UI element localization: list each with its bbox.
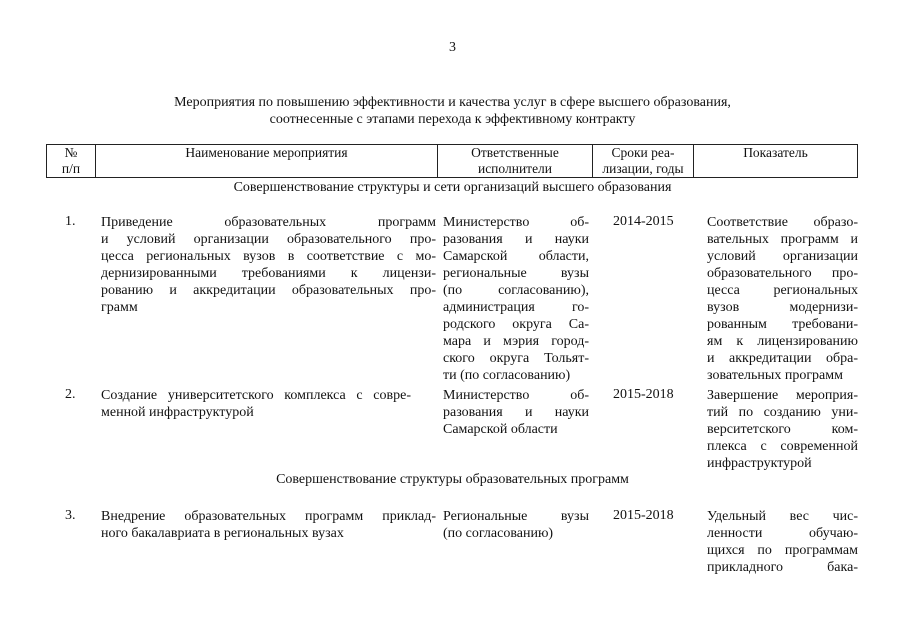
section-title-1: Совершенствование структуры и сети организаций высшего образования: [233, 180, 672, 195]
header-number-l1: №: [64, 145, 78, 160]
row-1-resp-line: мара и мэрия город-: [443, 334, 589, 349]
row-3-number: 3.: [65, 508, 76, 523]
row-1-resp-line: администрация го-: [443, 300, 589, 315]
row-3-responsible: [443, 508, 589, 542]
row-1-indicator: [707, 214, 858, 384]
row-1-responsible: [443, 214, 589, 384]
row-3-name-line: Внедрение образовательных программ приклад-: [101, 509, 436, 524]
row-2-ind-line: верситетского ком-: [707, 422, 858, 437]
header-name: Наименование мероприятия: [185, 145, 348, 160]
header-indicator-cell: [694, 145, 858, 178]
row-1-resp-line: Министерство об-: [443, 215, 589, 230]
row-1-name-line: дернизированными требованиями к лицензи-: [101, 266, 436, 281]
page-number: 3: [449, 40, 456, 55]
row-2-resp-line: Министерство об-: [443, 388, 589, 403]
row-1-ind-line: ям к лицензированию: [707, 334, 858, 349]
header-responsible-cell: [438, 145, 593, 178]
header-term-l2: лизации, годы: [602, 161, 684, 176]
row-3-name-line: ного бакалавриата в региональных вузах: [101, 526, 344, 541]
header-indicator: Показатель: [743, 145, 808, 160]
row-2-name: [101, 387, 411, 421]
row-2-ind-line: тий по созданию уни-: [707, 405, 858, 420]
row-1-resp-line: (по согласованию),: [443, 283, 589, 298]
row-1-name-line: цесса региональных вузов в соответствие с мо-: [101, 249, 436, 264]
row-2-resp-line: Самарской области: [443, 422, 558, 437]
row-3-years: 2015-2018: [613, 508, 674, 523]
row-3-indicator: [707, 508, 858, 576]
row-1-ind-line: зовательных программ: [707, 368, 843, 383]
row-1-name-line: и условий организации образовательного про-: [101, 232, 436, 247]
header-responsible-l2: исполнители: [477, 161, 553, 176]
header-responsible-l1: Ответственные: [471, 145, 559, 160]
header-number-cell: [47, 145, 96, 178]
header-number-l2: п/п: [61, 161, 81, 176]
row-1-years: 2014-2015: [613, 214, 674, 229]
table-header: [46, 144, 858, 178]
header-term-l1: Сроки реа-: [611, 145, 675, 160]
row-2-name-line: Создание университетского комплекса с совре-: [101, 388, 411, 403]
row-1-ind-line: Соответствие образо-: [707, 215, 858, 230]
section-title-2: Совершенствование структуры образовательных программ: [276, 472, 629, 487]
row-2-years: 2015-2018: [613, 387, 674, 402]
row-1-resp-line: Самарской области,: [443, 249, 589, 264]
row-2-ind-line: инфраструктурой: [707, 456, 812, 471]
header-name-cell: [96, 145, 438, 178]
row-2-ind-line: Завершение мероприя-: [707, 388, 858, 403]
row-1-resp-line: родского округа Са-: [443, 317, 589, 332]
row-1-ind-line: и аккредитации обра-: [707, 351, 858, 366]
row-1-ind-line: условий организации: [707, 249, 858, 264]
row-1-resp-line: региональные вузы: [443, 266, 589, 281]
row-1-number: 1.: [65, 214, 76, 229]
row-1-resp-line: разования и науки: [443, 232, 589, 247]
row-1-name-line: Приведение образовательных программ: [101, 215, 436, 230]
row-3-name: [101, 508, 436, 542]
row-1-ind-line: вузов модернизи-: [707, 300, 858, 315]
row-1-resp-line: ского округа Тольят-: [443, 351, 589, 366]
row-3-resp-line: Региональные вузы: [443, 509, 589, 524]
row-3-resp-line: (по согласованию): [443, 526, 554, 541]
row-1-resp-line: ти (по согласованию): [443, 368, 571, 383]
row-1-ind-line: вательных программ и: [707, 232, 858, 247]
row-2-responsible: [443, 387, 589, 438]
row-1-ind-line: образовательного про-: [707, 266, 858, 281]
row-3-ind-line: Удельный вес чис-: [707, 509, 858, 524]
row-3-ind-line: прикладного бака-: [707, 560, 858, 575]
row-1-ind-line: рованным требовани-: [707, 317, 858, 332]
row-1-ind-line: цесса региональных: [707, 283, 858, 298]
header-term-cell: [593, 145, 694, 178]
document-title-line-2: соотнесенные с этапами перехода к эффективному контракту: [269, 112, 636, 127]
row-2-number: 2.: [65, 387, 76, 402]
row-2-ind-line: плекса с современной: [707, 439, 858, 454]
row-2-name-line: менной инфраструктурой: [101, 405, 254, 420]
row-1-name-line: рованию и аккредитации образовательных про-: [101, 283, 436, 298]
row-1-name-line: грамм: [101, 300, 138, 315]
row-3-ind-line: щихся по программам: [707, 543, 858, 558]
row-3-ind-line: ленности обучаю-: [707, 526, 858, 541]
row-1-name: [101, 214, 436, 316]
document-title-line-1: Мероприятия по повышению эффективности и качества услуг в сфере высшего образования,: [174, 95, 731, 110]
row-2-resp-line: разования и науки: [443, 405, 589, 420]
row-2-indicator: [707, 387, 858, 472]
